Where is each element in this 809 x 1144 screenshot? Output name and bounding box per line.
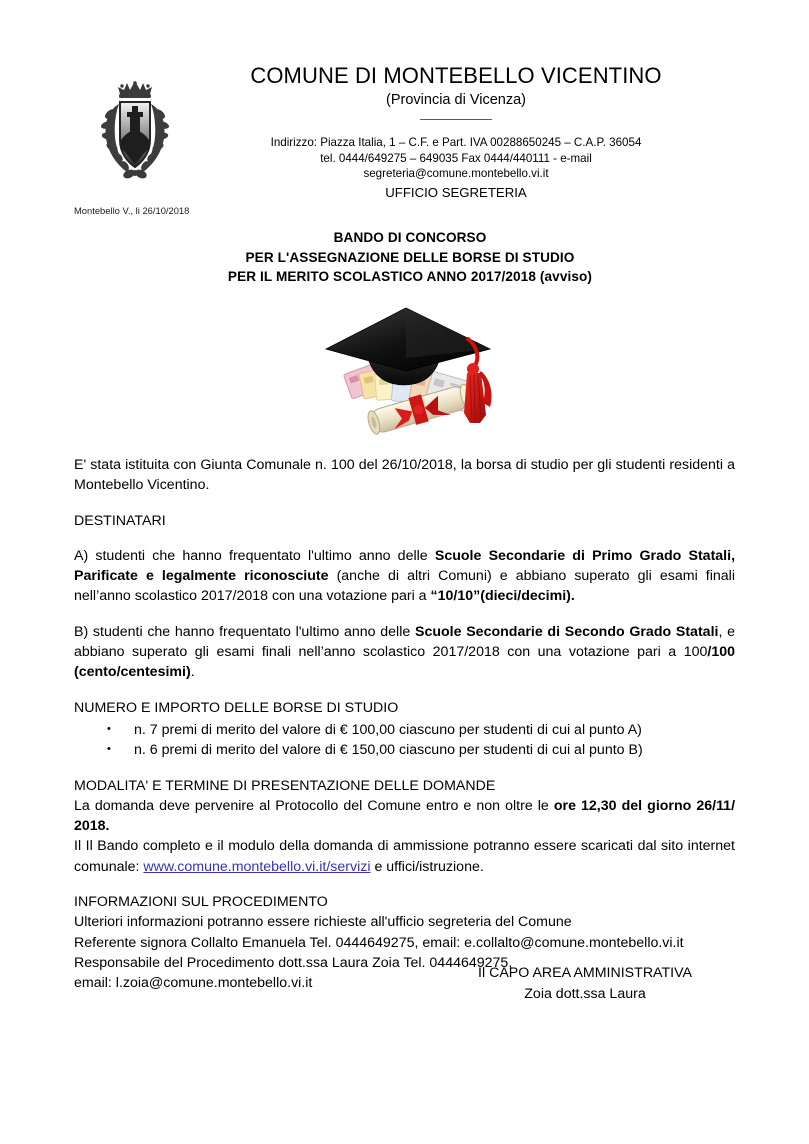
graduation-cap-diploma-money-icon	[318, 303, 504, 437]
modalita-block	[74, 776, 735, 877]
letterhead-text	[186, 62, 726, 202]
organization-title: COMUNE DI MONTEBELLO VICENTINO	[250, 63, 662, 88]
item-b-text-1: B) studenti che hanno frequentato l'ultimo anno delle	[74, 623, 415, 640]
informazioni-line-4: email: l.zoia@comune.montebello.vi.it	[74, 975, 313, 992]
signature-name: Zoia dott.ssa Laura	[524, 985, 646, 1002]
coat-of-arms-icon	[96, 78, 174, 186]
section-heading-informazioni: INFORMAZIONI SUL PROCEDIMENTO	[74, 894, 328, 911]
document-title-line-1: BANDO DI CONCORSO	[333, 230, 487, 245]
informazioni-line-2: Referente signora Collalto Emanuela Tel. 0444649275, email: e.collalto@comune.montebello.vi.it	[74, 934, 684, 951]
email-line: segreteria@comune.montebello.vi.it	[363, 167, 549, 180]
office-name: UFFICIO SEGRETERIA	[385, 184, 527, 200]
item-a-bold-2: “10/10”(dieci/decimi).	[430, 588, 575, 605]
list-item: • n. 7 premi di merito del valore di € 100,00 ciascuno per studenti di cui al punto A)	[74, 720, 735, 740]
address-line-2: tel. 0444/649275 – 649035 Fax 0444/440111 - e-mail	[320, 151, 592, 165]
item-b-text-3: .	[190, 664, 195, 681]
informazioni-line-3: Responsabile del Procedimento dott.ssa Laura Zoia Tel. 0444649275,	[74, 954, 513, 971]
premi-list	[74, 720, 735, 761]
section-heading-premi: NUMERO E IMPORTO DELLE BORSE DI STUDIO	[74, 699, 399, 716]
document-body	[74, 455, 735, 1009]
item-a-text-2: (anche di altri Comuni) e abbiano superato gli esami finali nell’anno scolastico 2017/2018 con una votazione pari a	[74, 568, 735, 605]
modalita-text-2: Il Il Bando completo e il modulo della domanda di ammissione potranno essere scaricati dal sito internet comunale:	[74, 838, 735, 875]
signature-role: Il CAPO AREA AMMINISTRATIVA	[478, 965, 692, 981]
intro-paragraph: E' stata istituita con Giunta Comunale n. 100 del 26/10/2018, la borsa di studio per gli studenti residenti a Montebello Vicentino.	[74, 457, 735, 494]
item-b-text-2: , e abbiano superato gli esami finali nell’anno scolastico 2017/2018 con una votazione pari a 100	[74, 623, 736, 661]
modalita-text-1: La domanda deve pervenire al Protocollo del Comune entro e non oltre le	[74, 797, 554, 814]
list-item: • n. 6 premi di merito del valore di € 150,00 ciascuno per studenti di cui al punto B)	[74, 740, 735, 760]
item-b-bold-1: Scuole Secondarie di Secondo Grado Statali	[414, 623, 719, 640]
document-title-line-2: PER L'ASSEGNAZIONE DELLE BORSE DI STUDIO	[245, 249, 575, 265]
signature-block	[430, 963, 740, 1004]
province-subtitle: (Provincia di Vicenza)	[386, 92, 526, 108]
informazioni-line-1: Ulteriori informazioni potranno essere richieste all'ufficio segreteria del Comune	[74, 914, 572, 931]
section-heading-modalita: MODALITA' E TERMINE DI PRESENTAZIONE DELLE DOMANDE	[74, 777, 496, 794]
item-a-text-1: A) studenti che hanno frequentato l'ultimo anno delle	[74, 547, 435, 564]
document-title	[150, 228, 670, 287]
item-b-bold-2: /100 (cento/centesimi)	[74, 644, 735, 681]
paragraph-item-b	[74, 622, 735, 683]
address-line-1: Indirizzo: Piazza Italia, 1 – C.F. e Part. IVA 00288650245 – C.A.P. 36054	[270, 136, 642, 149]
section-heading-destinatari: DESTINATARI	[74, 512, 166, 529]
paragraph-item-a	[74, 546, 735, 607]
modalita-text-3: e uffici/istruzione.	[370, 858, 484, 875]
document-title-line-3: PER IL MERITO SCOLASTICO ANNO 2017/2018 (avviso)	[227, 269, 593, 284]
date-line: Montebello V., li 26/10/2018	[74, 205, 190, 216]
modalita-paragraph-1	[74, 796, 735, 837]
modalita-paragraph-2	[74, 836, 735, 877]
item-a-bold-1: Scuole Secondarie di Primo Grado Statali, Parificate e legalmente riconosciute	[74, 547, 736, 585]
modalita-deadline: ore 12,30 del giorno 26/11/ 2018.	[74, 797, 736, 835]
header-divider	[186, 119, 726, 135]
comune-website-link[interactable]: www.comune.montebello.vi.it/servizi	[143, 858, 371, 875]
